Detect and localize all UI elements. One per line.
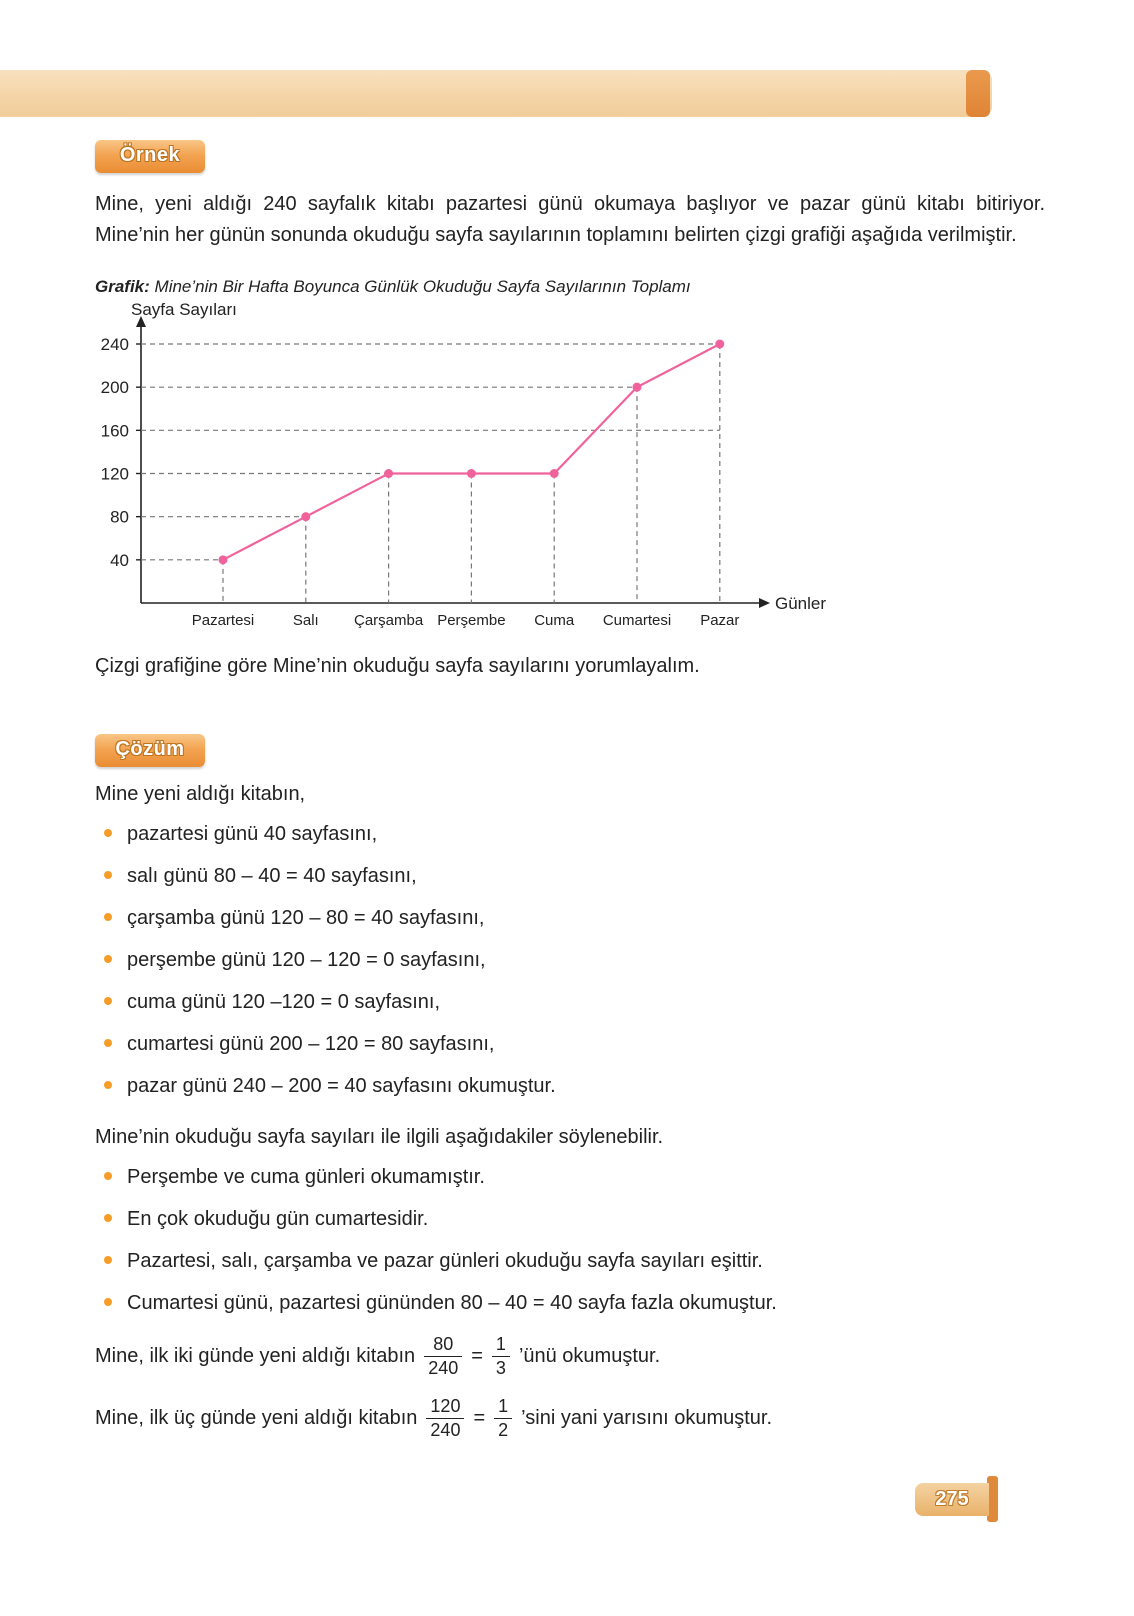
bullet-icon (104, 829, 112, 837)
bullet-icon (104, 1298, 112, 1306)
solution-intro: Mine yeni aldığı kitabın, (95, 783, 306, 805)
solution-badge (95, 734, 205, 767)
list-item (95, 821, 1045, 848)
numerator: 1 (498, 1396, 509, 1416)
list-item-text: perşembe günü 120 – 120 = 0 sayfasını, (127, 949, 486, 971)
svg-text:120: 120 (100, 464, 129, 484)
list-item (95, 1031, 1045, 1058)
svg-text:Pazar: Pazar (700, 612, 740, 629)
chart-caption-text: Mine’nin Bir Hafta Boyunca Günlük Okuduğu Sayfa Sayılarının Toplamı (154, 277, 691, 296)
svg-text:Cumartesi: Cumartesi (602, 612, 672, 629)
list-item (95, 947, 1045, 974)
fraction1-prefix: Mine, ilk iki günde yeni aldığı kitabın (95, 1344, 416, 1367)
solution-read-list (95, 821, 1045, 1100)
example-question: Çizgi grafiğine göre Mine’nin okuduğu sayfa sayılarını yorumlayalım. (95, 655, 700, 677)
svg-text:Cuma: Cuma (534, 612, 575, 629)
denominator: 2 (494, 1418, 512, 1442)
page-content (95, 140, 1045, 1441)
fraction2-prefix: Mine, ilk üç günde yeni aldığı kitabın (95, 1406, 418, 1429)
list-item (95, 1206, 1045, 1233)
bullet-icon (104, 1172, 112, 1180)
bullet-icon (104, 871, 112, 879)
equals-sign: = (471, 1344, 483, 1367)
fraction (426, 1395, 464, 1441)
fraction-sentence-1 (95, 1333, 1045, 1379)
example-intro-text: Mine, yeni aldığı 240 sayfalık kitabı pazartesi günü okumaya başlıyor ve pazar günü kitabı bitiriyor. Mine’nin her günün sonunda okuduğu sayfa sayılarının toplamını belirten çizgi grafiği aşağıda verilmiştir. (95, 193, 1045, 246)
example-badge (95, 140, 205, 173)
chart-caption-label: Grafik: (95, 277, 150, 296)
fraction1-suffix: ’ünü okumuştur. (518, 1344, 661, 1367)
svg-text:80: 80 (110, 507, 129, 527)
fraction2-suffix: ’sini yani yarısını okumuştur. (521, 1406, 773, 1429)
solution-observe-intro: Mine’nin okuduğu sayfa sayıları ile ilgili aşağıdakiler söylenebilir. (95, 1126, 664, 1148)
list-item-text: pazar günü 240 – 200 = 40 sayfasını okumuştur. (127, 1075, 556, 1097)
svg-text:Sayfa Sayıları: Sayfa Sayıları (131, 301, 237, 319)
bullet-icon (104, 997, 112, 1005)
list-item (95, 1290, 1045, 1317)
bullet-icon (104, 1214, 112, 1222)
page-number-fold (987, 1476, 998, 1522)
example-badge-label: Örnek (119, 144, 181, 166)
page-number: 275 (935, 1488, 969, 1510)
line-chart-svg (95, 301, 885, 641)
header-band (0, 70, 992, 117)
numerator: 1 (495, 1334, 506, 1354)
list-item-text: cumartesi günü 200 – 120 = 80 sayfasını, (127, 1033, 495, 1055)
list-item (95, 1248, 1045, 1275)
svg-text:160: 160 (100, 421, 129, 441)
list-item (95, 863, 1045, 890)
svg-text:40: 40 (110, 550, 129, 570)
list-item (95, 1073, 1045, 1100)
list-item (95, 1164, 1045, 1191)
svg-text:Pazartesi: Pazartesi (191, 612, 255, 629)
svg-text:Günler: Günler (775, 594, 827, 613)
fraction (492, 1333, 510, 1379)
list-item (95, 905, 1045, 932)
equals-sign: = (473, 1406, 486, 1429)
svg-text:Perşembe: Perşembe (437, 612, 506, 629)
numerator: 80 (433, 1334, 454, 1354)
line-chart (95, 301, 1045, 641)
svg-text:240: 240 (100, 335, 129, 354)
svg-text:200: 200 (100, 378, 129, 398)
list-item-text: cuma günü 120 –120 = 0 sayfasını, (127, 991, 440, 1013)
fraction (494, 1395, 512, 1441)
list-item-text: En çok okuduğu gün cumartesidir. (127, 1208, 429, 1230)
solution-badge-label: Çözüm (115, 738, 185, 760)
header-band-accent (966, 70, 990, 117)
list-item-text: Perşembe ve cuma günleri okumamıştır. (127, 1166, 485, 1188)
svg-text:Çarşamba: Çarşamba (353, 612, 424, 629)
list-item-text: Pazartesi, salı, çarşamba ve pazar günleri okuduğu sayfa sayıları eşittir. (127, 1250, 763, 1272)
list-item-text: pazartesi günü 40 sayfasını, (127, 823, 378, 845)
numerator: 120 (430, 1396, 461, 1416)
denominator: 240 (426, 1418, 464, 1442)
fraction-sentence-2 (95, 1395, 1045, 1441)
list-item (95, 989, 1045, 1016)
list-item-text: Cumartesi günü, pazartesi gününden 80 – 40 = 40 sayfa fazla okumuştur. (127, 1292, 777, 1314)
denominator: 3 (492, 1356, 510, 1380)
svg-text:Salı: Salı (292, 612, 319, 629)
bullet-icon (104, 1039, 112, 1047)
bullet-icon (104, 913, 112, 921)
page-number-badge (915, 1483, 989, 1516)
bullet-icon (104, 955, 112, 963)
fraction (424, 1333, 462, 1379)
bullet-icon (104, 1081, 112, 1089)
bullet-icon (104, 1256, 112, 1264)
solution-observe-list (95, 1164, 1045, 1317)
list-item-text: salı günü 80 – 40 = 40 sayfasını, (127, 865, 417, 887)
chart-caption (95, 277, 1045, 297)
denominator: 240 (424, 1356, 462, 1380)
list-item-text: çarşamba günü 120 – 80 = 40 sayfasını, (127, 907, 485, 929)
